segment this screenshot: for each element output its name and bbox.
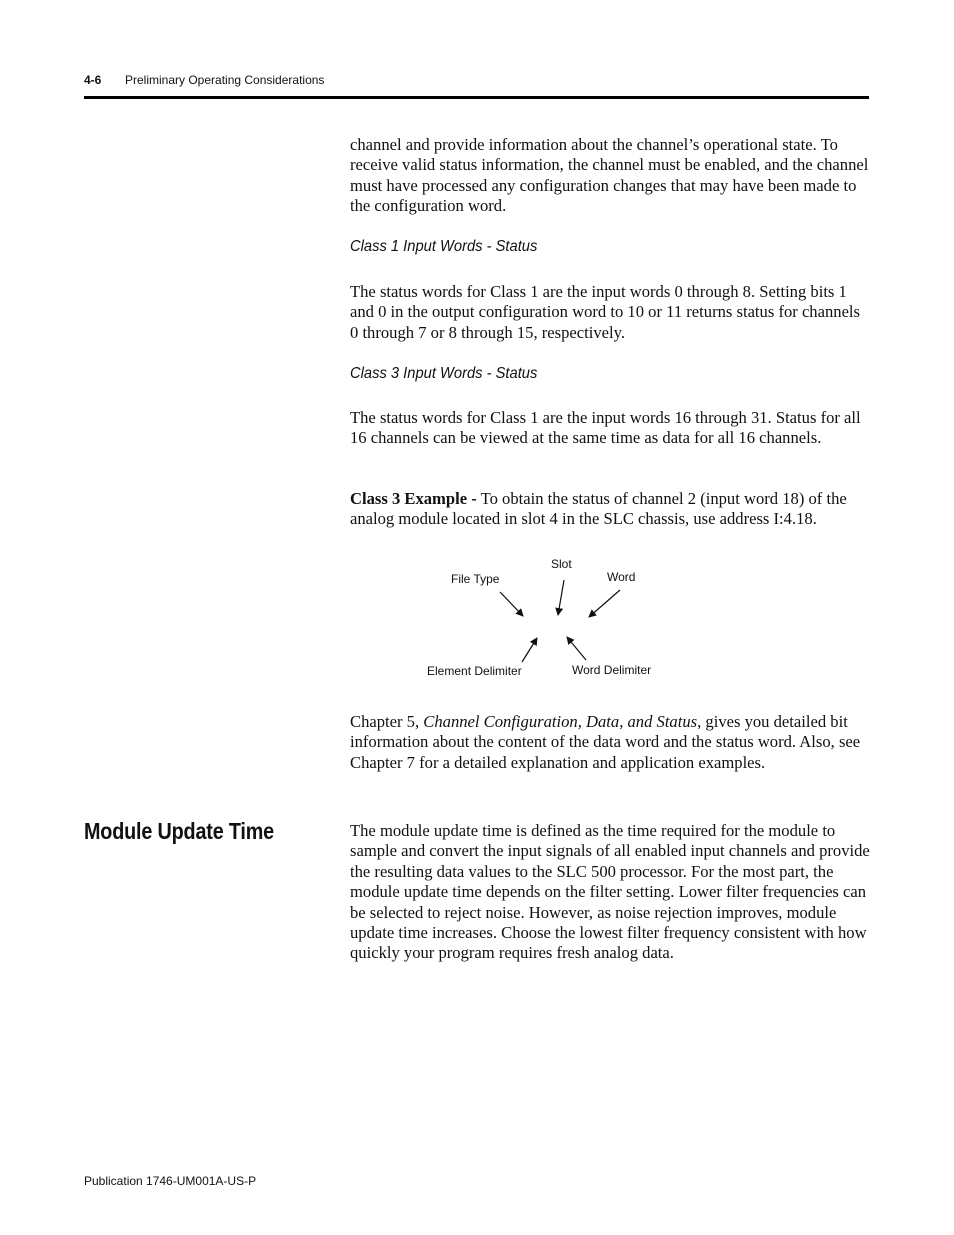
class3-paragraph: The status words for Class 1 are the input words 16 through 31. Status for all 16 channels can be viewed at the same time as data for all 16 channels. (350, 408, 861, 448)
example-text: To obtain the status of channel 2 (input word 18) of the analog module located in slot 4 in the SLC chassis, use address I:4.18. (350, 489, 847, 529)
example-paragraph (350, 489, 870, 530)
file-type-label: File Type (451, 572, 500, 586)
slot-arrow (558, 580, 564, 615)
page-header (84, 73, 868, 97)
word-label: Word (607, 570, 636, 584)
chapter-reference-paragraph (350, 712, 870, 773)
chapter-ref-title: Channel Configuration, Data, and Status (423, 712, 698, 731)
word-delimiter-label: Word Delimiter (572, 663, 652, 677)
example-label: Class 3 Example - (350, 489, 477, 508)
intro-paragraph: channel and provide information about the channel’s operational state. To receive valid status information, the channel must be enabled, and the channel must have processed any configuration changes that may have been made to the configuration word. (350, 135, 869, 216)
publication-number: Publication 1746-UM001A-US-P (84, 1174, 257, 1188)
page-number: 4-6 (84, 73, 102, 87)
element-delimiter-label: Element Delimiter (427, 664, 522, 678)
page-footer (84, 1174, 256, 1188)
class1-paragraph: The status words for Class 1 are the input words 0 through 8. Setting bits 1 and 0 in the output configuration word to 10 or 11 returns status for channels 0 through 7 or 8 through 15, respectively. (350, 282, 860, 342)
section-title: Preliminary Operating Considerations (125, 73, 325, 87)
module-update-paragraph: The module update time is defined as the time required for the module to sample and convert the input signals of all enabled input channels and provide the resulting data values to the SLC 500 processor. For the most part, the module update time depends on the filter setting. Lower filter frequencies can be selected to reject noise. However, as noise rejection improves, module update time increases. Choose the lowest filter frequency consistent with how quickly your program requires fresh analog data. (350, 821, 870, 963)
chapter-ref-prefix: Chapter 5, (350, 712, 424, 731)
class1-heading: Class 1 Input Words - Status (350, 238, 538, 255)
address-diagram (420, 552, 670, 687)
slot-label: Slot (551, 557, 572, 571)
word-delimiter-arrow (567, 637, 586, 660)
element-delimiter-arrow (522, 638, 537, 662)
header-rule (84, 96, 869, 99)
chapter-ref-suffix: , gives you detailed bit information about the content of the data word and the status word. Also, see Chapter 7 for a detailed explanation and application examples. (350, 712, 861, 772)
file-type-arrow (500, 592, 523, 616)
word-arrow (589, 590, 620, 617)
module-update-heading: Module Update Time (84, 818, 274, 844)
class3-heading: Class 3 Input Words - Status (350, 365, 538, 382)
